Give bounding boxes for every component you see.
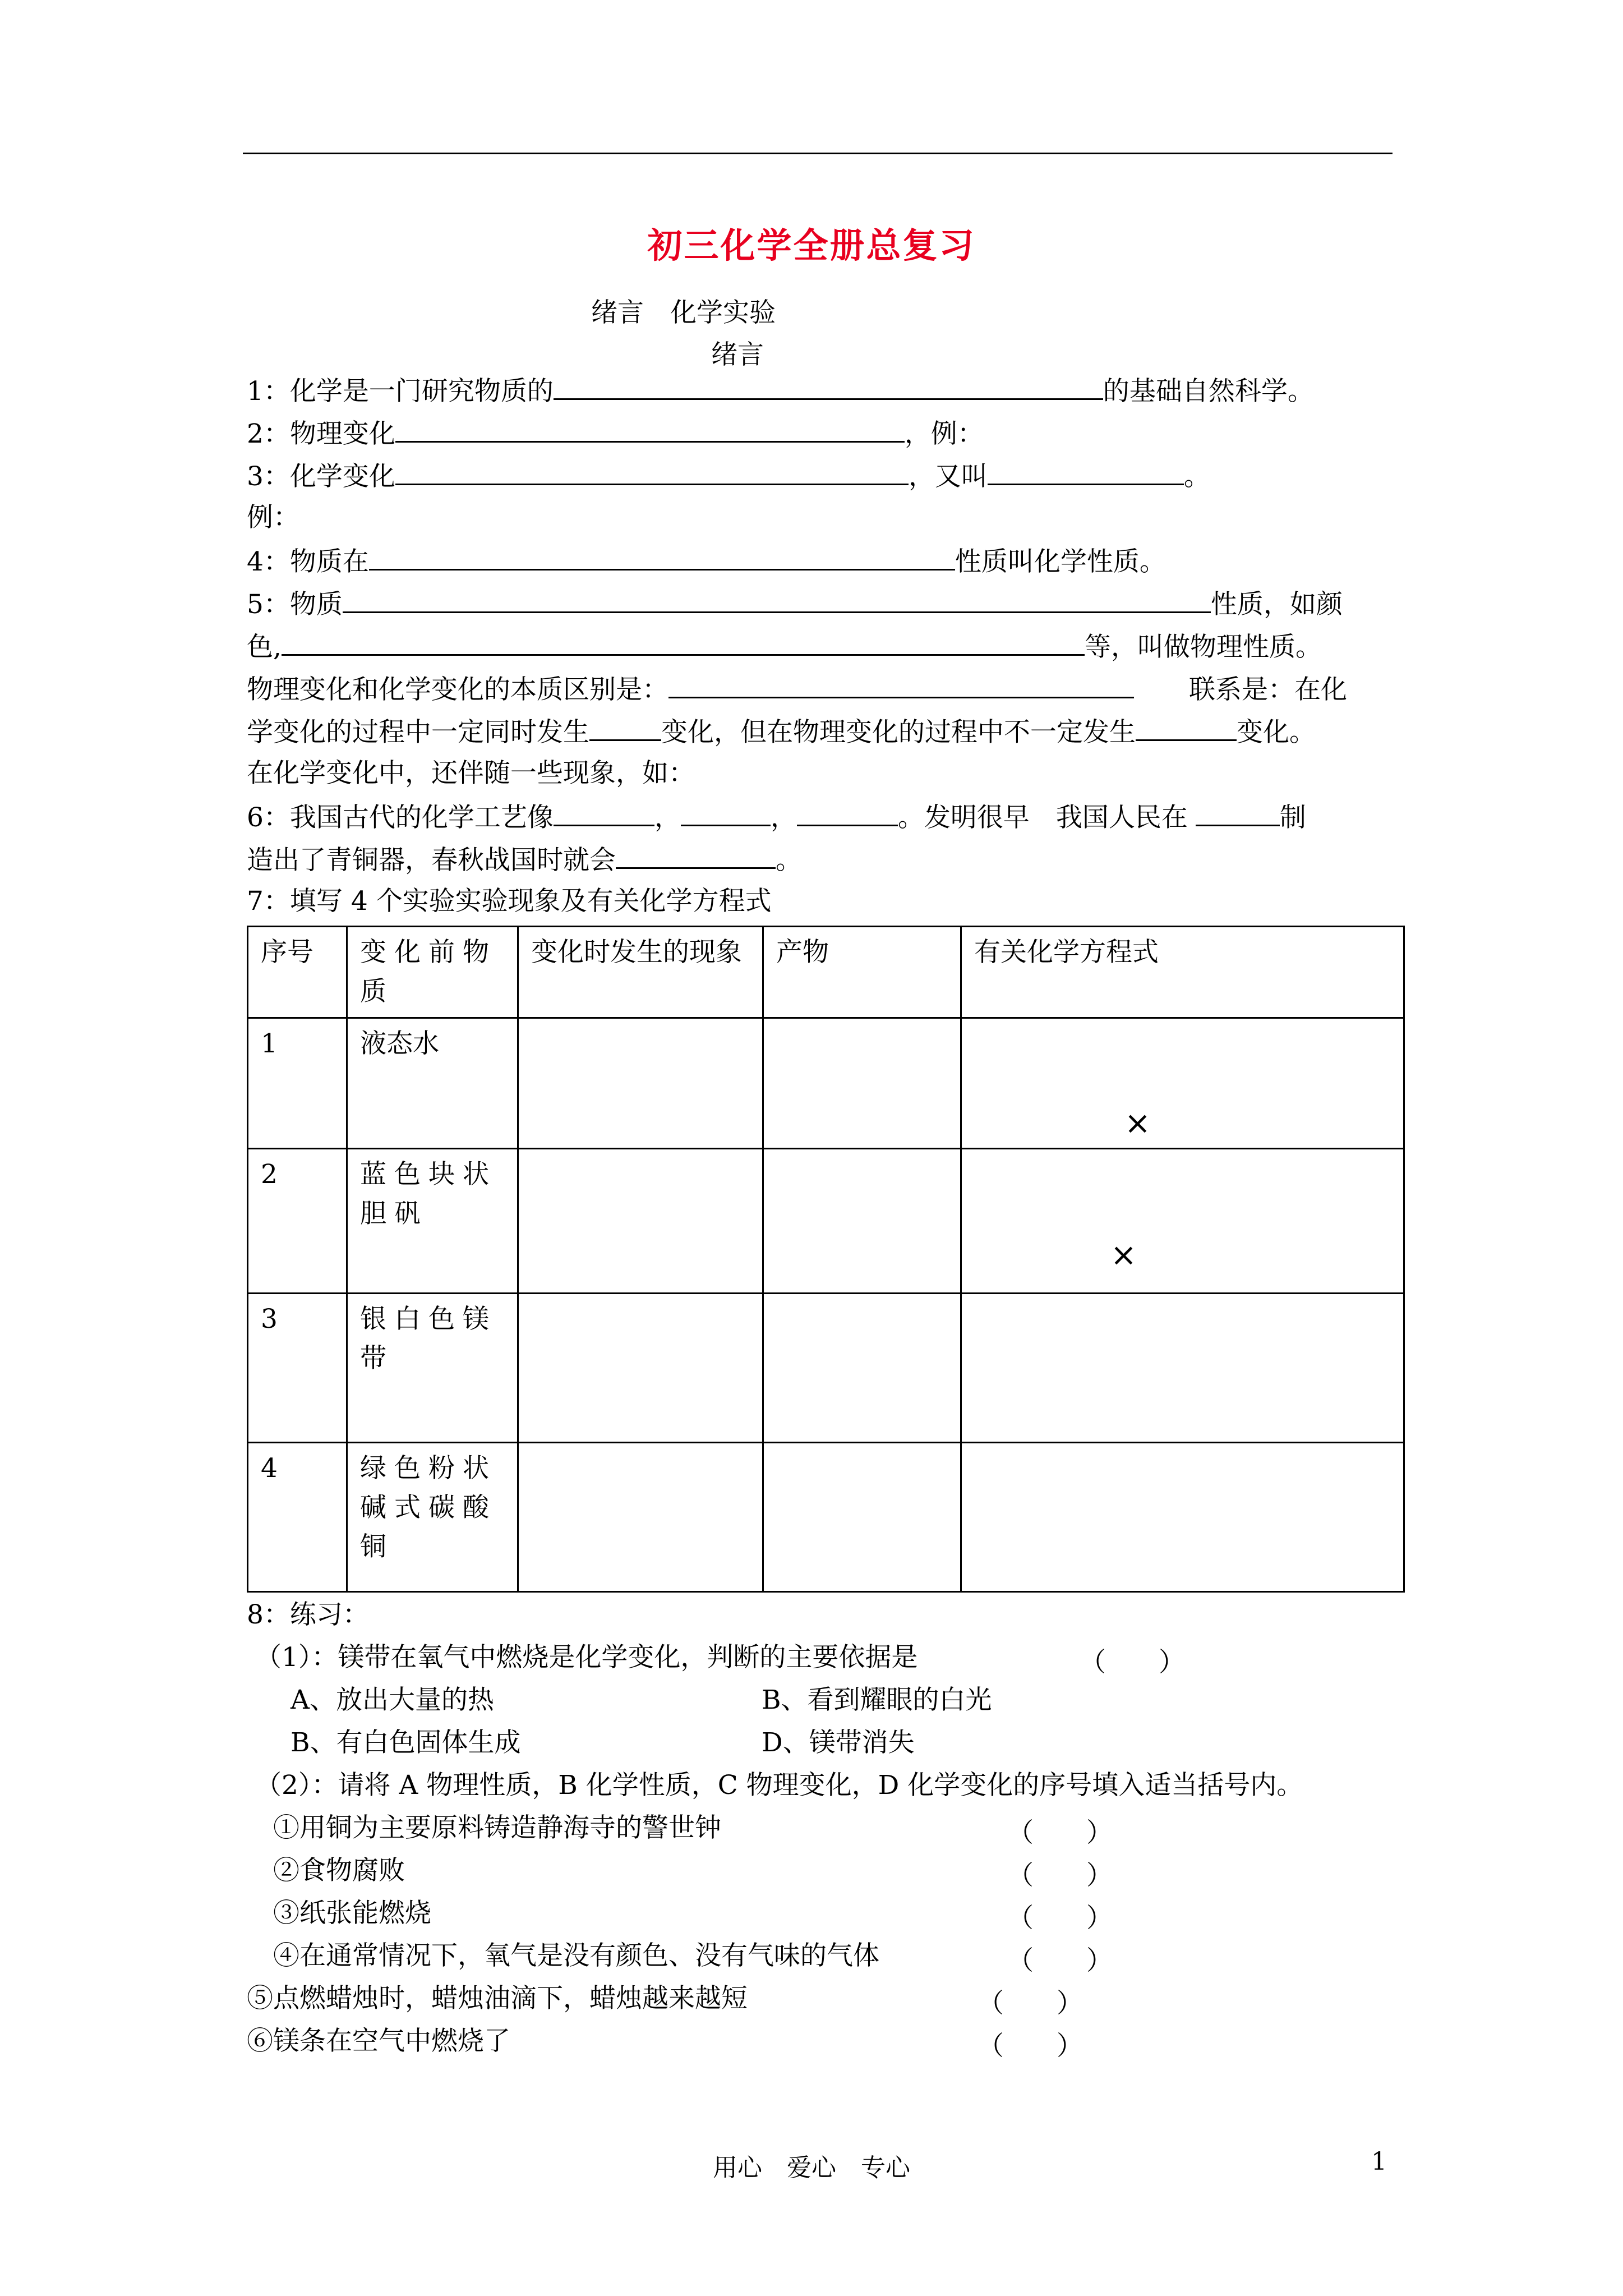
answer-blank[interactable] [797,800,898,826]
answer-parentheses[interactable]: （ ） [1007,1945,1113,1976]
answer-blank[interactable] [681,800,771,826]
table-header: 变化前物质 [347,927,518,1018]
essence-line-2: 学变化的过程中一定同时发生 变化，但在物理变化的过程中不一定发生 变化。 [247,715,1316,749]
answer-blank[interactable] [554,800,654,826]
exercise-2-item: ⑤点燃蜡烛时，蜡烛油滴下，蜡烛越来越短 [247,1983,748,2014]
answer-blank[interactable] [554,374,1103,400]
answer-parentheses[interactable]: （ ） [1080,1647,1185,1678]
exercise-heading: 8：练习： [247,1599,369,1630]
answer-blank[interactable] [343,587,1211,613]
row-substance: 银白色镁带 [347,1294,518,1443]
phenomenon-cell[interactable] [518,1018,763,1149]
answer-blank[interactable] [988,459,1184,485]
equation-cell[interactable] [961,1443,1404,1592]
answer-blank[interactable] [282,629,1085,656]
product-cell[interactable] [763,1149,961,1294]
question-2: 2：物理变化 ，例： [247,416,984,450]
essence-line-3: 在化学变化中，还伴随一些现象，如： [247,758,695,789]
product-cell[interactable] [763,1018,961,1149]
option[interactable]: B、有白色固体生成 [291,1727,521,1758]
section-heading: 绪言 化学实验 [591,297,776,328]
row-number: 1 [248,1018,347,1149]
cross-mark: × [1110,1237,1137,1273]
option[interactable]: B、看到耀眼的白光 [762,1685,992,1715]
answer-blank[interactable] [668,672,1134,698]
table-row [248,1018,1404,1149]
phenomenon-cell[interactable] [518,1294,763,1443]
equation-cell[interactable] [961,1018,1404,1149]
question-3: 3：化学变化 ，又叫 。 [247,459,1210,493]
header-rule [243,153,1393,154]
table-header-row [248,927,1404,1018]
table-header: 变化时发生的现象 [518,927,763,1018]
answer-blank[interactable] [616,843,776,869]
question-5: 5：物质 性质，如颜 [247,587,1343,621]
table-header: 序号 [248,927,347,1018]
product-cell[interactable] [763,1294,961,1443]
question-4: 4：物质在 性质叫化学性质。 [247,544,1166,578]
question-6: 6：我国古代的化学工艺像 ， ， 。发明很早 我国人民在 制 [247,800,1306,834]
exercise-2-stem: （2）：请将 A 物理性质，B 化学性质，C 物理变化，D 化学变化的序号填入适当括号内。 [255,1770,1303,1801]
exercise-2-item: ④在通常情况下，氧气是没有颜色、没有气味的气体 [273,1940,879,1971]
cross-mark: × [1124,1105,1151,1142]
exercise-2-item: ②食物腐败 [273,1855,405,1886]
table-header: 产物 [763,927,961,1018]
equation-cell[interactable] [961,1149,1404,1294]
row-substance: 液态水 [347,1018,518,1149]
question-6-cont: 造出了青铜器，春秋战国时就会 。 [247,843,802,877]
row-substance: 蓝色块状胆矾 [347,1149,518,1294]
answer-parentheses[interactable]: （ ） [1007,1818,1113,1848]
subsection-heading: 绪言 [711,339,764,370]
answer-parentheses[interactable]: （ ） [1007,1860,1113,1891]
row-number: 3 [248,1294,347,1443]
phenomenon-cell[interactable] [518,1149,763,1294]
exercise-2-item: ①用铜为主要原料铸造静海寺的警世钟 [273,1812,721,1843]
option[interactable]: A、放出大量的热 [291,1685,494,1715]
exercise-2-item: ⑥镁条在空气中燃烧了 [247,2026,510,2056]
question-3-example: 例： [247,502,299,533]
row-number: 4 [248,1443,347,1592]
answer-blank[interactable] [369,544,955,570]
option[interactable]: D、镁带消失 [762,1727,915,1758]
product-cell[interactable] [763,1443,961,1592]
page-footer: 用心 爱心 专心 [713,2154,910,2182]
equation-cell[interactable] [961,1294,1404,1443]
answer-parentheses[interactable]: （ ） [1007,1903,1113,1934]
table-row [248,1443,1404,1592]
table-row [248,1294,1404,1443]
answer-blank[interactable] [589,715,661,741]
page-number: 1 [1371,2147,1387,2176]
exercise-2-item: ③纸张能燃烧 [273,1898,431,1929]
row-substance: 绿色粉状碱式碳酸铜 [347,1443,518,1592]
answer-blank[interactable] [395,459,909,485]
question-1: 1：化学是一门研究物质的 的基础自然科学。 [247,374,1314,408]
table-header: 有关化学方程式 [961,927,1404,1018]
exercise-1-stem: （1）：镁带在氧气中燃烧是化学变化，判断的主要依据是 [255,1642,918,1673]
table-row [248,1149,1404,1294]
question-5-cont: 色, 等，叫做物理性质。 [247,629,1322,664]
answer-parentheses[interactable]: （ ） [978,1988,1083,2019]
phenomenon-cell[interactable] [518,1443,763,1592]
answer-parentheses[interactable]: （ ） [978,2031,1083,2062]
page-title: 初三化学全册总复习 [647,225,976,266]
answer-blank[interactable] [1136,715,1237,741]
essence-line: 物理变化和化学变化的本质区别是： 联系是：在化 [247,672,1347,706]
answer-blank[interactable] [395,416,905,443]
row-number: 2 [248,1149,347,1294]
question-7: 7：填写 4 个实验实验现象及有关化学方程式 [247,886,772,917]
experiment-table [247,926,1405,1593]
answer-blank[interactable] [1196,800,1280,826]
